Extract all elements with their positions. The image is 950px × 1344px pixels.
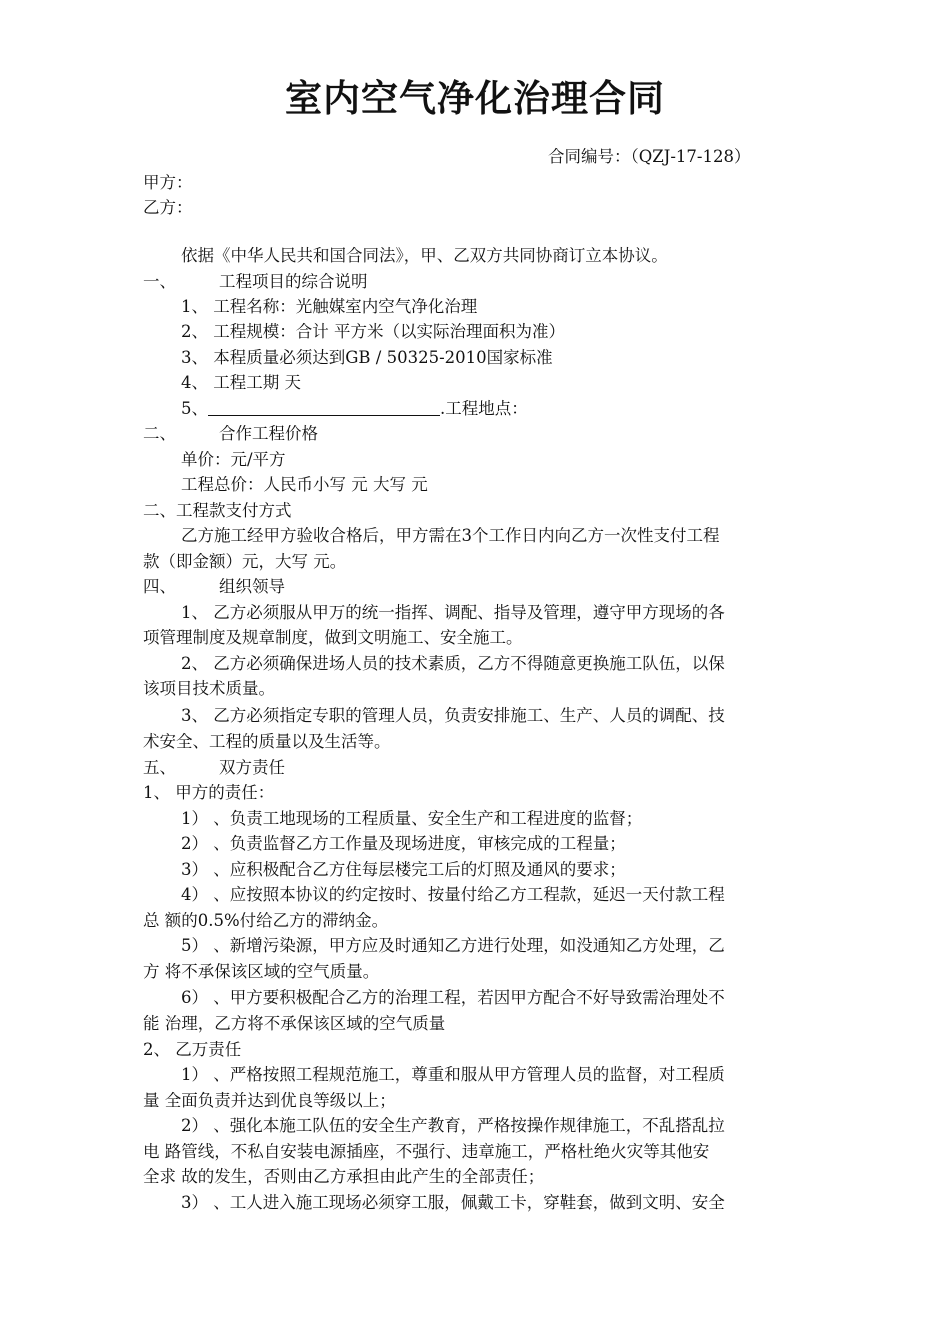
section-4-title: 组织领导 [219, 577, 285, 596]
fill-in-blank [208, 399, 440, 416]
section-3-paragraph-line-2: 款（即金额）元，大写 元。 [143, 552, 347, 571]
section-1-title: 工程项目的综合说明 [219, 272, 368, 291]
contract-number: 合同编号：（QZJ-17-128） [548, 147, 751, 166]
section-1-item-2: 2、 工程规模：合计 平方米（以实际治理面积为准） [181, 322, 565, 341]
item-5-location-label: .工程地点： [440, 399, 528, 418]
party-a-duty-5-line-1: 5） 、新增污染源，甲方应及时通知乙方进行处理，如没通知乙方处理，乙 [181, 936, 725, 955]
section-2-title: 合作工程价格 [219, 424, 318, 443]
section-2-number: 二、 [143, 424, 176, 443]
section-4-number: 四、 [143, 577, 176, 596]
section-3-paragraph-line-1: 乙方施工经甲方验收合格后，甲方需在3个工作日内向乙方一次性支付工程 [181, 526, 720, 545]
party-a-duty-3: 3） 、应积极配合乙方住每层楼完工后的灯照及通风的要求； [181, 860, 626, 879]
party-b-duty-2-line-1: 2） 、强化本施工队伍的安全生产教育，严格按操作规律施工，不乱搭乱拉 [181, 1116, 725, 1135]
unit-price: 单价：元/平方 [181, 450, 286, 469]
party-a-label: 甲方： [143, 173, 193, 192]
section-4-item-3-line-2: 术安全、工程的质量以及生活等。 [143, 732, 391, 751]
party-a-duty-5-line-2: 方 将不承保该区域的空气质量。 [143, 962, 380, 981]
section-1-item-4: 4、 工程工期 天 [181, 373, 301, 392]
party-b-duty-2-line-3: 全求 故的发生，否则由乙方承担由此产生的全部责任； [143, 1167, 545, 1186]
party-a-duty-1: 1） 、负责工地现场的工程质量、安全生产和工程进度的监督； [181, 809, 643, 828]
party-b-duty-2-line-2: 电 路管线，不私自安装电源插座，不强行、违章施工，严格杜绝火灾等其他安 [143, 1142, 710, 1161]
contract-basis: 依据《中华人民共和国合同法》，甲、乙双方共同协商订立本协议。 [181, 246, 668, 265]
section-5-title: 双方责任 [219, 758, 285, 777]
party-a-duty-4-line-2: 总 额的0.5%付给乙方的滞纳金。 [143, 911, 389, 930]
section-4-item-3-line-1: 3、 乙方必须指定专职的管理人员，负责安排施工、生产、人员的调配、技 [181, 706, 725, 725]
total-price: 工程总价：人民币小写 元 大写 元 [181, 475, 428, 494]
party-b-duty-3-line-1: 3） 、工人进入施工现场必须穿工服，佩戴工卡，穿鞋套，做到文明、安全 [181, 1193, 725, 1212]
section-1-item-1: 1、 工程名称：光触媒室内空气净化治理 [181, 297, 478, 316]
party-a-duty-6-line-2: 能 治理，乙方将不承保该区域的空气质量 [143, 1014, 446, 1033]
party-b-duty-1-line-2: 量 全面负责并达到优良等级以上； [143, 1091, 396, 1110]
section-4-item-2-line-2: 该项目技术质量。 [143, 679, 275, 698]
section-4-item-2-line-1: 2、 乙方必须确保进场人员的技术素质，乙方不得随意更换施工队伍，以保 [181, 654, 725, 673]
section-1-number: 一、 [143, 272, 176, 291]
section-1-item-5 [181, 398, 528, 420]
party-b-duty-1-line-1: 1） 、严格按照工程规范施工，尊重和服从甲方管理人员的监督，对工程质 [181, 1065, 725, 1084]
item-5-number: 5、 [181, 399, 208, 418]
party-b-duties-heading: 2、 乙万责任 [143, 1040, 242, 1059]
section-3-heading: 二、工程款支付方式 [143, 501, 292, 520]
section-4-item-1-line-2: 项管理制度及规章制度，做到文明施工、安全施工。 [143, 628, 523, 647]
party-a-duty-6-line-1: 6） 、甲方要积极配合乙方的治理工程，若因甲方配合不好导致需治理处不 [181, 988, 725, 1007]
party-a-duty-2: 2） 、负责监督乙方工作量及现场进度，审核完成的工程量； [181, 834, 626, 853]
section-5-number: 五、 [143, 758, 176, 777]
document-title: 室内空气净化治理合同 [285, 77, 665, 120]
party-a-duty-4-line-1: 4） 、应按照本协议的约定按时、按量付给乙方工程款，延迟一天付款工程 [181, 885, 725, 904]
section-4-item-1-line-1: 1、 乙方必须服从甲万的统一指挥、调配、指导及管理，遵守甲方现场的各 [181, 603, 725, 622]
party-b-label: 乙方： [143, 198, 193, 217]
party-a-duties-heading: 1、 甲方的责任： [143, 783, 275, 802]
section-1-item-3: 3、 本程质量必须达到GB / 50325-2010国家标准 [181, 348, 553, 367]
